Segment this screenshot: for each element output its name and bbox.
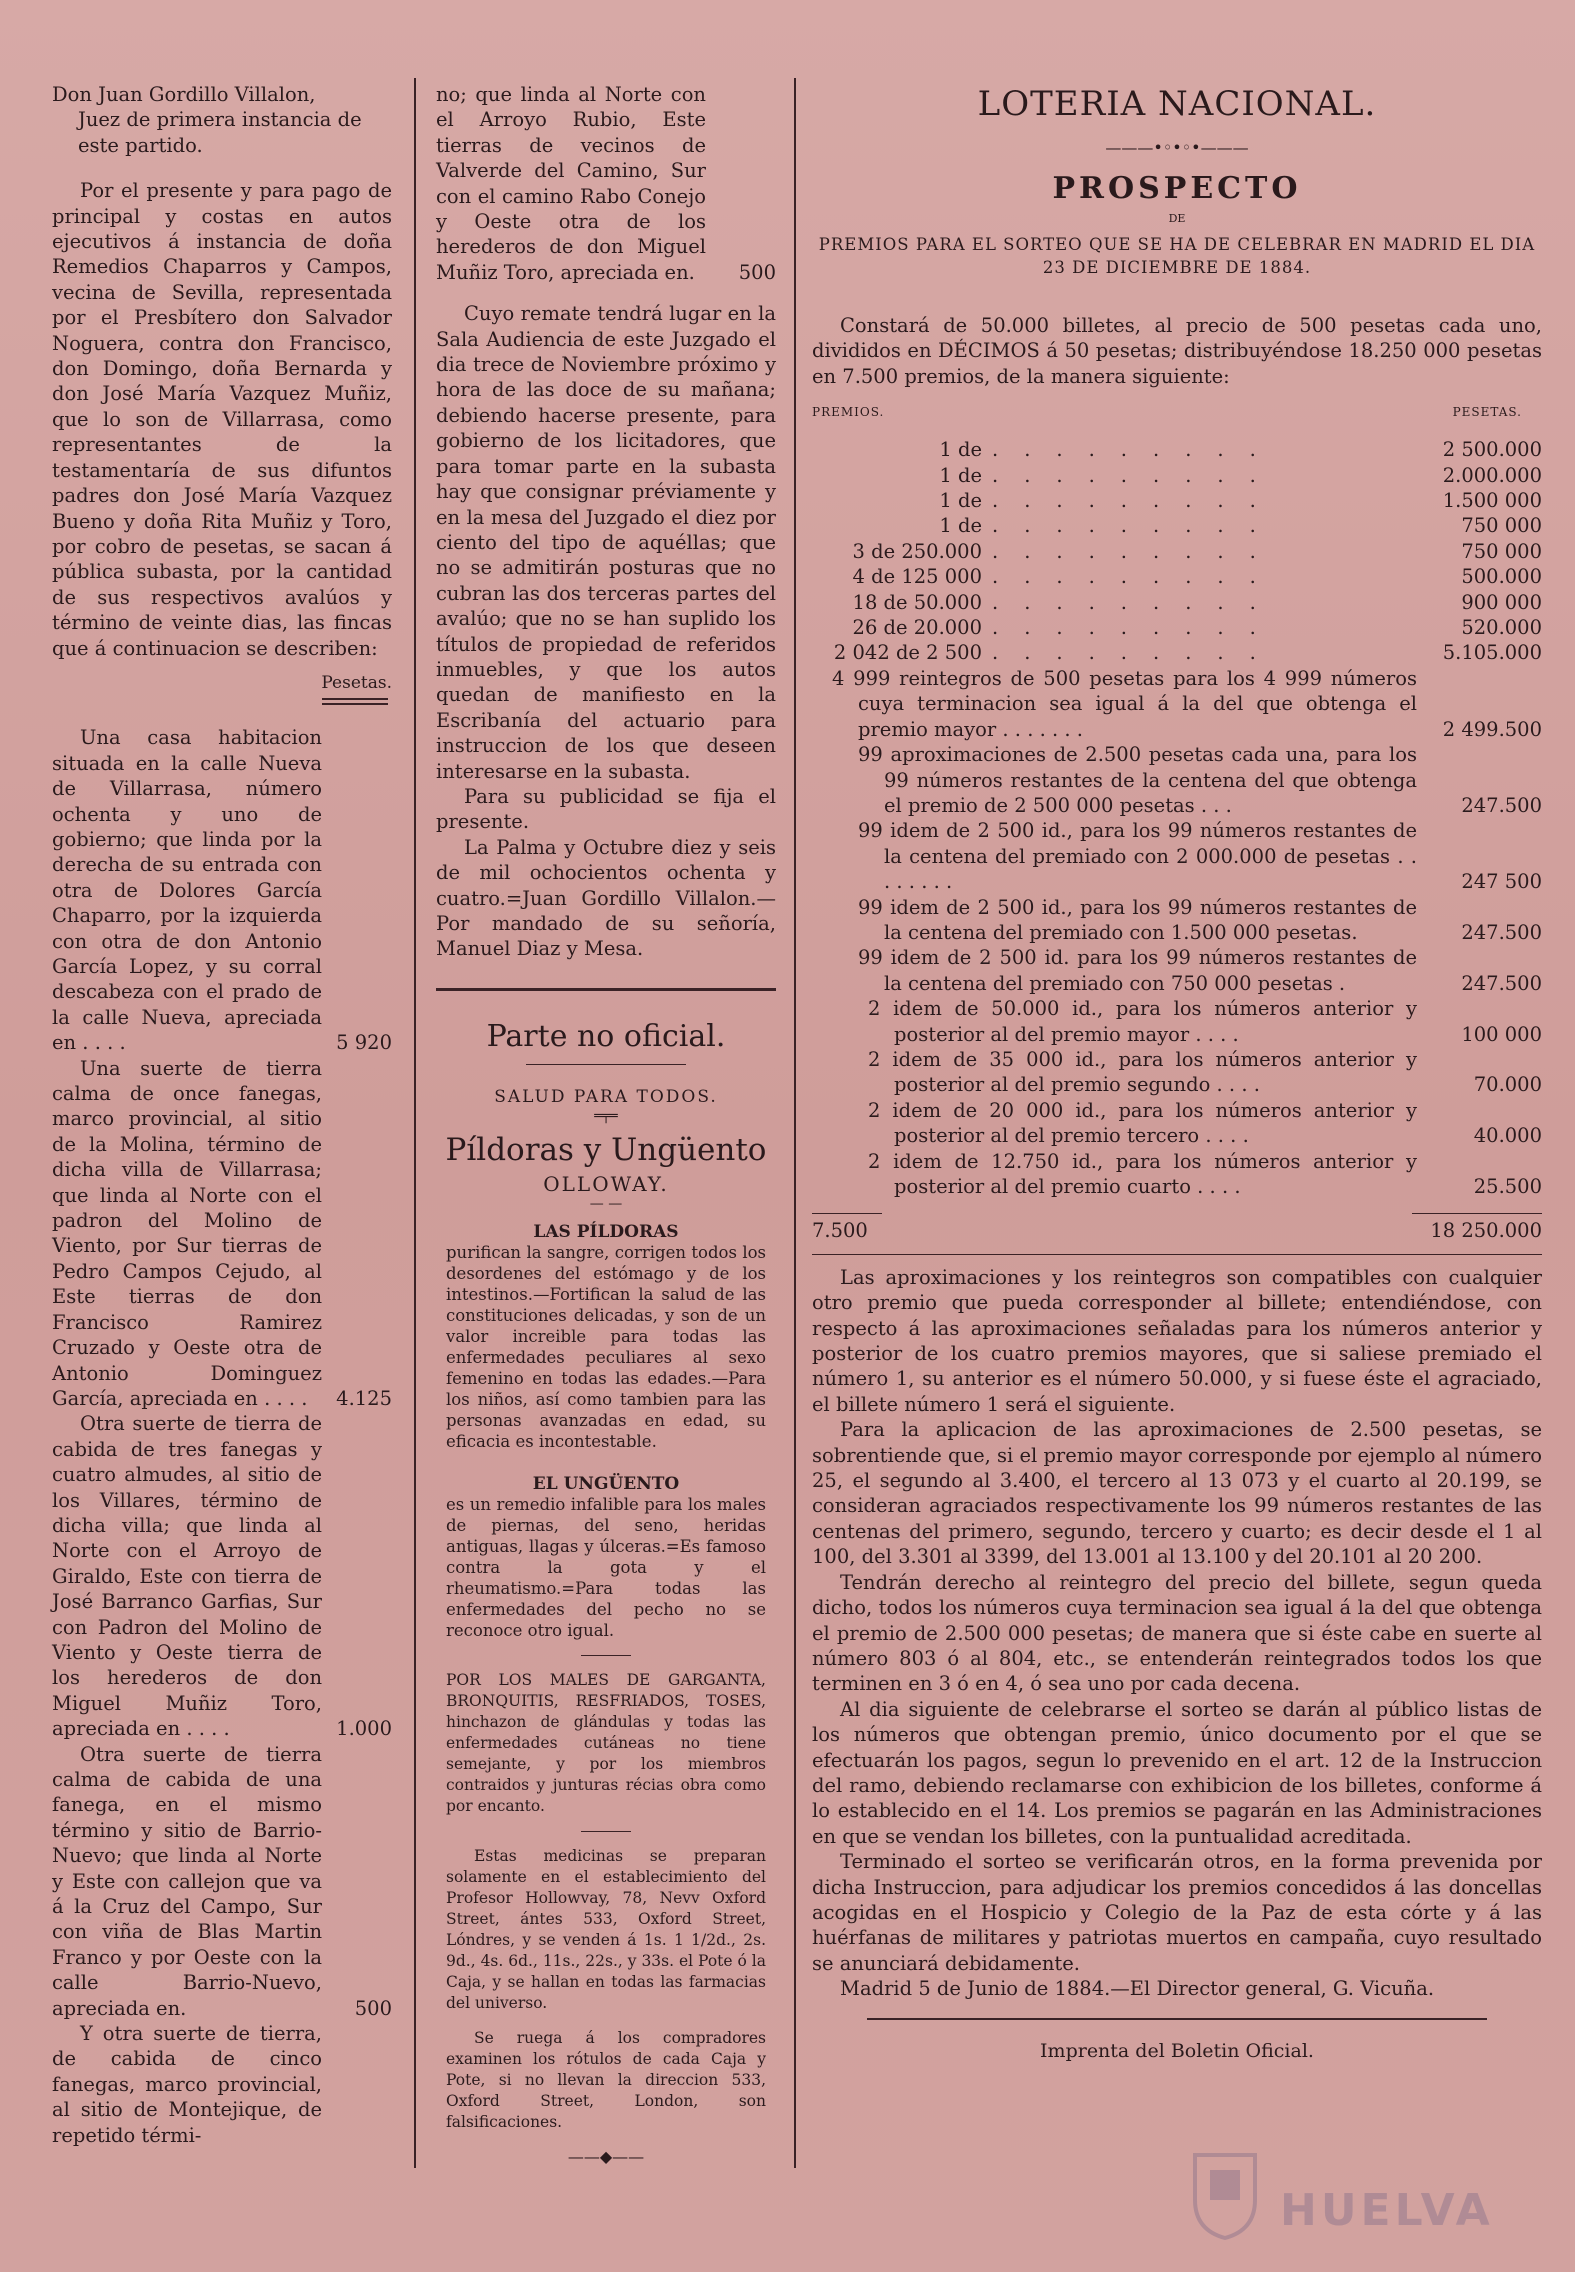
ad-ornament: ═╤═ xyxy=(594,1108,618,1124)
prize-table-header xyxy=(812,405,1542,419)
title-ornament: ———•◦•◦•——— xyxy=(1105,138,1249,157)
continuation-value: 500 xyxy=(738,260,776,284)
pesetas-rule xyxy=(322,698,388,705)
header-pesetas: PESETAS. xyxy=(1452,405,1522,420)
prospecto-de: DE xyxy=(1168,212,1186,225)
notice-signature: La Palma y Octubre diez y seis de mil ochocientos ochenta y cuatro.=Juan Gordillo Villalon.—Por mandado de su señoría, Manuel Diaz y Mesa. xyxy=(436,835,776,961)
column-rule-right xyxy=(794,78,796,2168)
prize-extra-row xyxy=(812,945,1542,996)
totals-rule xyxy=(812,1254,1542,1255)
prize-label: 1 de xyxy=(939,438,982,462)
prize-amount: 5.105.000 xyxy=(1442,641,1542,665)
property-value: 500 xyxy=(354,1996,392,2020)
prize-row: 1 de ......... 2.000.000 xyxy=(812,463,1542,488)
totals-row xyxy=(812,1213,1542,1243)
prize-row: 26 de 20.000 ......... 520.000 xyxy=(812,615,1542,640)
prize-extra-row xyxy=(812,742,1542,818)
column-rule-left xyxy=(414,78,416,2168)
prize-extra-text: 99 idem de 2 500 id. para los 99 números restantes de la centena del premiado con 750 000 pesetas . xyxy=(858,946,1417,995)
prize-amount: 500.000 xyxy=(1461,565,1542,589)
section-divider xyxy=(436,988,776,991)
prize-row: 1 de ......... 1.500 000 xyxy=(812,488,1542,513)
prize-extra-row xyxy=(812,666,1542,742)
prize-label: 2 042 de 2 500 xyxy=(833,641,982,665)
pills-heading: LAS PÍLDORAS xyxy=(533,1221,679,1242)
prize-extra-text: 4 999 reintegros de 500 pesetas para los 4 999 números cuya terminacion sea igual á la del que obtenga el premio mayor . . . . . . . xyxy=(832,666,1417,741)
prize-label: 1 de xyxy=(939,514,982,538)
draw-subtitle: PREMIOS PARA EL SORTEO QUE SE HA DE CELEBRAR EN MADRID EL DIA xyxy=(818,235,1536,254)
property-value: 1.000 xyxy=(336,1717,392,1741)
property-list xyxy=(52,725,392,2148)
rules-para-4: Al dia siguiente de celebrarse el sorteo se darán al público listas de los números que obtengan premio, único documento por el que se efectuarán los pagos, segun lo prevenido en el art. 12 de la Instruccion del ramo, debiendo reclamarse con exhibicion de los billetes, conforme á lo establecido en el 14. Los premios se pagarán en las Administraciones en que se vendan los billetes, con la puntualidad acreditada. xyxy=(812,1697,1542,1848)
prize-label: 18 de 50.000 xyxy=(852,590,982,614)
prize-row: 18 de 50.000 ......... 900 000 xyxy=(812,590,1542,615)
prize-extra-text: 99 aproximaciones de 2.500 pesetas cada una, para los 99 números restantes de la centena del que obtenga el premio de 2 500 000 pesetas . . . xyxy=(858,743,1417,817)
property-value: 5 920 xyxy=(336,1031,392,1055)
prize-amount: 2 500.000 xyxy=(1442,438,1542,462)
property-item xyxy=(52,1056,392,1412)
section-title: Parte no oficial. xyxy=(486,1018,726,1054)
prize-label: 26 de 20.000 xyxy=(852,616,982,640)
imprint-rule xyxy=(867,2018,1487,2020)
prize-row: 2 042 de 2 500 ......... 5.105.000 xyxy=(812,640,1542,665)
prize-amount: 900 000 xyxy=(1461,590,1542,614)
prize-extra-text: 99 idem de 2 500 id., para los 99 números restantes de la centena del premiado con 1.500 000 pesetas. xyxy=(858,895,1417,944)
notice-intro: Por el presente y para pago de principal y costas en autos ejecutivos á instancia de doña Remedios Chaparros y Campos, vecina de Sevilla, representada por el Presbítero don Salvador Noguera, contra don Francisco, don Domingo, doña Bernarda y don José María Vazquez Muñiz, que lo son de Villarrasa, como representantes de la testamentaría de sus difuntos padres don José María Vazquez Bueno y doña Rita Muñiz y Toro, por cobro de pesetas, se sacan á pública subasta, por la cantidad de sus respectivos avalúos y término de veinte dias, las fincas que á continuacion se describen: xyxy=(52,179,392,660)
prize-amount: 520.000 xyxy=(1461,616,1542,640)
property-text: Una suerte de tierra calma de once fanegas, marco provincial, al sitio de la Molina, término de dicha villa de Villarrasa; que linda al Norte con el padron del Molino de Viento, por Sur tierras de Pedro Campos Cejudo, al Este tierras de don Francisco Ramirez Cruzado y Oeste otra de Antonio Dominguez García, apreciada en . . . . xyxy=(52,1056,322,1410)
auction-conditions: Cuyo remate tendrá lugar en la Sala Audiencia de este Juzgado el dia trece de Noviembre próximo y hora de las doce de su mañana; debiendo hacerse presente, para gobierno de los licitadores, que para tomar parte en la subasta hay que consignar préviamente y en la mesa del Juzgado el diez por ciento del tipo de aquéllas; que no se admitirán posturas que no cubran las dos terceras partes del avalúo; que no se han suplido los títulos de propiedad de referidos inmuebles, y que los autos quedan de manifiesto en la Escribanía del actuario para instruccion de los que deseen interesarse en la subasta. xyxy=(436,302,776,783)
prize-extra-text: 2 idem de 12.750 id., para los números anterior y posterior al del premio cuarto . . . . xyxy=(868,1149,1417,1198)
prize-label: 1 de xyxy=(939,489,982,513)
prize-amount: 2.000.000 xyxy=(1442,463,1542,487)
column-middle xyxy=(436,82,776,2166)
pills-text: purifican la sangre, corrigen todos los desordenes del estómago y de los intestinos.—Fortifican la salud de las constituciones delicadas, y son de un valor increible para todas las enfermedades peculiares al sexo femenino en todas las edades.—Para los niños, así como tambien para las personas avanzadas en edad, su eficacia es incontestable. xyxy=(446,1242,766,1451)
header-premios: PREMIOS. xyxy=(812,405,885,420)
lottery-intro: Constará de 50.000 billetes, al precio de 500 pesetas cada uno, divididos en DÉCIMOS á 50 pesetas; distribuyéndose 18.250 000 pesetas en 7.500 premios, de la manera siguiente: xyxy=(812,314,1542,388)
judge-name-line: Don Juan Gordillo Villalon, xyxy=(52,83,316,106)
total-count: 7.500 xyxy=(812,1213,882,1243)
ointment-text: es un remedio infalible para los males de piernas, del seno, heridas antiguas, llagas y úlceras.=Es famoso contra la gota y el rheumatismo.=Para todas las enfermedades del pecho no se reconoce otro igual. xyxy=(446,1494,766,1640)
prize-extra-amount: 247.500 xyxy=(1461,971,1542,995)
column-lottery xyxy=(812,82,1542,2062)
prize-extra-amount: 25.500 xyxy=(1473,1175,1542,1198)
prospecto-heading: PROSPECTO xyxy=(1052,171,1302,206)
publicity-line: Para su publicidad se fija el presente. xyxy=(436,784,776,834)
rules-para-2: Para la aplicacion de las aproximaciones de 2.500 pesetas, se sobrentiende que, si el premio mayor corresponde por ejemplo al número 25, el segundo al 3.400, el tercero al 13 073 y el cuarto al 20.199, se consideran agraciados respectivamente los 99 números restantes de las centenas del primero, segundo, tercero y cuarto; es decir desde el 1 al 100, del 3.301 al 3399, del 13.001 al 13.100 y del 20.101 al 20 200. xyxy=(812,1418,1542,1569)
throat-text: POR LOS MALES DE GARGANTA, BRONQUITIS, RESFRIADOS, TOSES, hinchazon de glándulas y todas las enfermedades cutáneas no tiene semejante, y por los miembros contraidos y junturas récias obra como por encanto. xyxy=(446,1670,766,1815)
property-text: Otra suerte de tierra calma de cabida de una fanega, en el mismo término y sitio de Barrio-Nuevo; que linda al Norte y Este con callejon que va á la Cruz del Campo, Sur con viña de Blas Martin Franco y por Oeste con la calle Barrio-Nuevo, apreciada en. xyxy=(52,1742,322,2020)
property-value: 4.125 xyxy=(336,1386,392,1410)
prize-extra-row xyxy=(812,818,1542,894)
prize-label: 3 de 250.000 xyxy=(852,539,982,563)
continuation-text: no; que linda al Norte con el Arroyo Rubio, Este tierras de vecinos de Valverde del Camino, Sur con el camino Rabo Conejo y Oeste otra de los herederos de don Miguel Muñiz Toro, apreciada en. xyxy=(436,83,706,284)
prize-extra-row xyxy=(812,895,1542,946)
property-text: Y otra suerte de tierra, de cabida de cinco fanegas, marco provincial, al sitio de Montejique, de repetido térmi- xyxy=(52,2022,322,2147)
prize-extra-amount: 247.500 xyxy=(1461,793,1542,817)
preparation-text: Estas medicinas se preparan solamente en el establecimiento del Profesor Hollowvay, 78, Nevv Oxford Street, ántes 533, Oxford Street, Lóndres, y se venden á 1s. 1 1/2d., 2s. 9d., 4s. 6d., 11s., 22s., y 33s. el Pote ó la Caja, y se hallan en todas las farmacias del universo. xyxy=(446,1846,766,2012)
ointment-heading: EL UNGÜENTO xyxy=(532,1473,680,1494)
rules-para-5: Terminado el sorteo se verificarán otros, en la forma prevenida por dicha Instruccion, para adjudicar los premios concedidos á las doncellas acogidas en el Hospicio y Colegio de la Paz de esta córte y á las huérfanas de militares y patriotas muertos en campaña, cuyo resultado se anunciará debidamente. xyxy=(812,1850,1542,1975)
prize-extra-amount: 70.000 xyxy=(1473,1073,1542,1097)
pesetas-label: Pesetas. xyxy=(321,672,392,693)
prize-extra-text: 2 idem de 50.000 id., para los números anterior y posterior al del premio mayor . . . . xyxy=(868,997,1417,1046)
judge-title-line: Juez de primera instancia de xyxy=(78,108,362,132)
archive-stamp xyxy=(1190,2130,1510,2260)
property-text: Una casa habitacion situada en la calle Nueva de Villarrasa, número ochenta y uno de gobierno; que linda por la derecha de su entrada con otra de Dolores García Chaparro, por la izquierda con otra de don Antonio García Lopez, y su corral descabeza con el prado de la calle Nueva, apreciada en . . . . xyxy=(52,726,322,1055)
prize-amount: 750 000 xyxy=(1461,539,1542,563)
prize-extra-text: 2 idem de 20 000 id., para los números anterior y posterior al del premio tercero . . . . xyxy=(868,1098,1417,1148)
ad-brand: OLLOWAY. xyxy=(543,1171,669,1196)
property-item xyxy=(52,725,392,1055)
property-item xyxy=(52,1742,392,2021)
prize-extra-row xyxy=(812,996,1542,1047)
ad-end-ornament: ——◆—— xyxy=(567,2146,645,2166)
director-signature: Madrid 5 de Junio de 1884.—El Director general, G. Vicuña. xyxy=(840,1977,1435,2001)
imprint: Imprenta del Boletin Oficial. xyxy=(1040,2039,1314,2062)
prize-extra-row xyxy=(812,1047,1542,1098)
prize-row: 1 de ......... 750 000 xyxy=(812,513,1542,538)
rules-para-1: Las aproximaciones y los reintegros son compatibles con cualquier otro premio que pueda corresponder al billete; entendiéndose, con respecto á las aproximaciones señaladas para los números anterior y posterior de los cuatro premios mayores, que si saliese premiado el número 1, su anterior es el número 50.000, y si fuese éste el agraciado, el billete número 1 será el siguiente. xyxy=(812,1265,1542,1416)
prize-extra-amount: 40.000 xyxy=(1473,1124,1542,1148)
warning-text: Se ruega á los compradores examinen los rótulos de cada Caja y Pote, si no llevan la direccion 533, Oxford Street, London, son falsificaciones. xyxy=(446,2028,766,2131)
prize-row: 1 de ......... 2 500.000 xyxy=(812,437,1542,462)
prize-row: 3 de 250.000 ......... 750 000 xyxy=(812,539,1542,564)
property-item xyxy=(52,2021,392,2148)
prize-extra-amount: 247 500 xyxy=(1461,870,1542,894)
prize-label: 4 de 125 000 xyxy=(852,565,982,589)
prize-extra-row xyxy=(812,1149,1542,1200)
ad-title: Píldoras y Ungüento xyxy=(445,1131,767,1168)
property-text: Otra suerte de tierra de cabida de tres fanegas y cuatro almudes, al sitio de los Villares, término de dicha villa; que linda al Norte con el Arroyo de Giraldo, Este con tierra de José Barranco Garfias, Sur con Padron del Molino de Viento y Oeste tierra de los herederos de don Miguel Muñiz Toro, apreciada en . . . . xyxy=(52,1412,322,1741)
property-continuation xyxy=(436,82,776,285)
prize-extra-amount: 247.500 xyxy=(1461,920,1542,944)
total-amount: 18 250.000 xyxy=(1412,1213,1542,1243)
prize-extra-row xyxy=(812,1098,1542,1149)
lottery-title: LOTERIA NACIONAL. xyxy=(977,84,1377,124)
draw-date: 23 DE DICIEMBRE DE 1884. xyxy=(1042,258,1312,277)
judge-district-line: este partido. xyxy=(78,133,203,157)
ad-tag: SALUD PARA TODOS. xyxy=(494,1086,718,1107)
rules-para-3: Tendrán derecho al reintegro del precio del billete, segun queda dicho, todos los números cuya terminacion sea igual á la del que obtenga el premio de 2.500 000 pesetas; de manera que si éste cabe en suerte al número 803 ó al 804, etc., se entenderán reintegrados todos los que terminen en 3 ó en 4, ó sea uno por cada decena. xyxy=(812,1570,1542,1696)
ad-dash: — — xyxy=(589,1195,623,1212)
stamp-text: HUELVA xyxy=(1280,2185,1494,2236)
ad-small-rule xyxy=(581,1655,631,1656)
prize-amount: 750 000 xyxy=(1461,514,1542,538)
property-item xyxy=(52,1411,392,1741)
prize-extra-amount: 2 499.500 xyxy=(1442,717,1542,741)
shield-icon xyxy=(1190,2150,1260,2240)
column-judicial-notice xyxy=(52,82,392,2148)
prize-extra-amount: 100 000 xyxy=(1461,1022,1542,1046)
section-title-rule xyxy=(526,1064,686,1065)
prize-extra-text: 99 idem de 2 500 id., para los 99 números restantes de la centena del premiado con 2 000.000 de pesetas . . . . . . . . xyxy=(858,819,1417,894)
prize-table xyxy=(812,437,1542,1199)
ad-small-rule xyxy=(581,1831,631,1832)
prize-label: 1 de xyxy=(939,463,982,487)
prize-extra-text: 2 idem de 35 000 id., para los números anterior y posterior al del premio segundo . . . . xyxy=(868,1047,1417,1097)
prize-row: 4 de 125 000 ......... 500.000 xyxy=(812,564,1542,589)
prize-amount: 1.500 000 xyxy=(1442,489,1542,513)
